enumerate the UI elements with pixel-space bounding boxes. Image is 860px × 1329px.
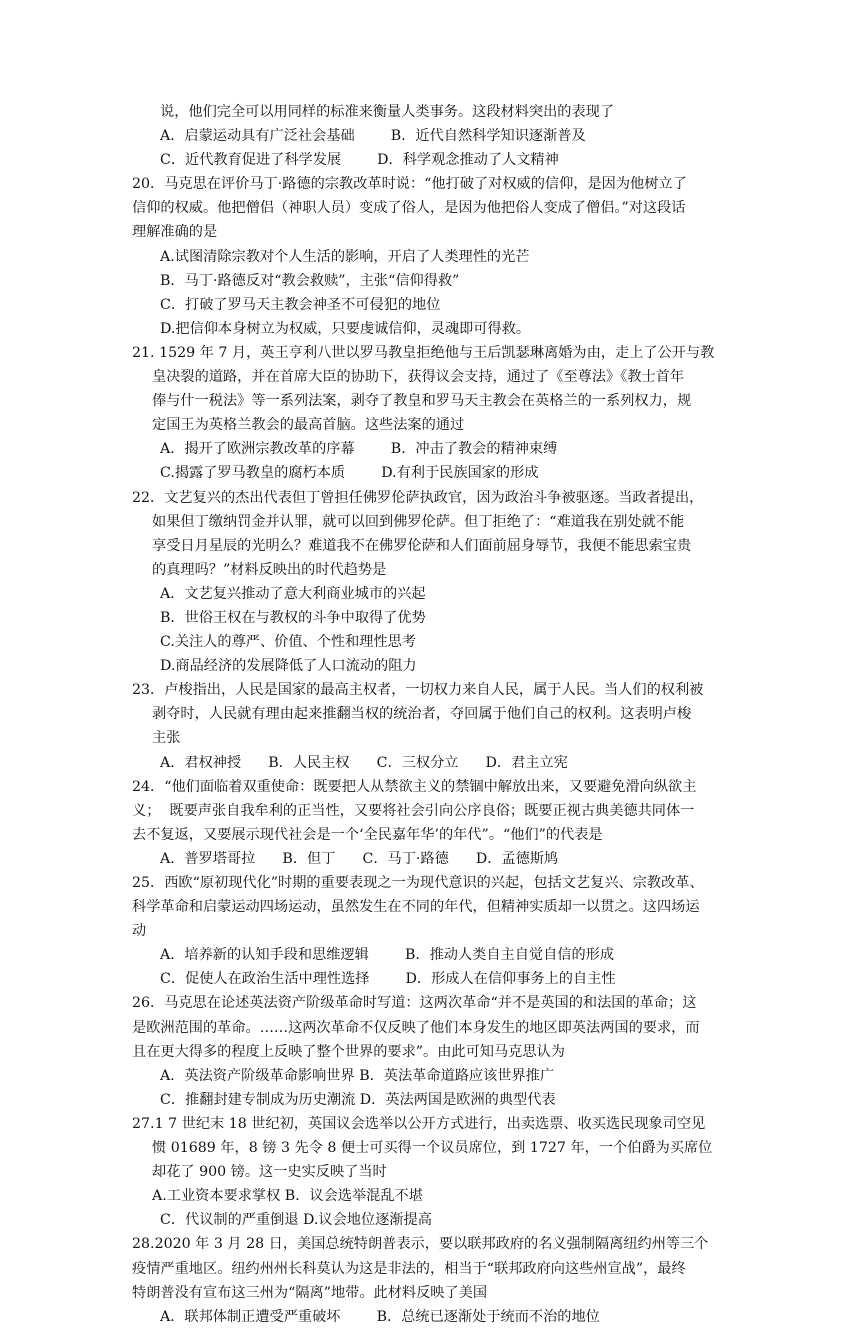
text-line: 26．马克思在论述英法资产阶级革命时写道：这两次革命“并不是英国的和法国的革命；这 <box>132 995 697 1012</box>
text-line: 25．西欧“原初现代化”时期的重要表现之一为现代意识的兴起，包括文艺复兴、宗教改革、 <box>132 875 704 891</box>
text-line: A．培养新的认知手段和思维逻辑 B．推动人类自主自觉自信的形成 <box>160 947 615 964</box>
text-line: 23．卢梭指出，人民是国家的最高主权者，一切权力来自人民，属于人民。当人们的权利被 <box>132 682 704 699</box>
text-line: 定国王为英格兰教会的最高首脑。这些法案的通过 <box>152 417 465 434</box>
text-line: B．世俗王权在与教权的斗争中取得了优势 <box>160 609 426 626</box>
text-line: 28.2020 年 3 月 28 日，美国总统特朗普表示，要以联邦政府的名义强制隔离纽约州等三个 <box>132 1236 709 1253</box>
text-line: 22．文艺复兴的杰出代表但丁曾担任佛罗伦萨执政官，因为政治斗争被驱逐。当政者提出， <box>132 489 704 506</box>
text-line: 21. 1529 年 7 月，英王亨利八世以罗马教皇拒绝他与王后凯瑟琳离婚为由，走上了公开与教 <box>132 344 715 361</box>
text-line: B．马丁·路德反对“教会救赎”，主张“信仰得救” <box>160 272 460 289</box>
text-line: C．代议制的严重倒退 D.议会地位逐渐提高 <box>160 1212 432 1229</box>
text-line: A．文艺复兴推动了意大利商业城市的兴起 <box>160 585 426 602</box>
text-line: 如果但丁缴纳罚金并认罪，就可以回到佛罗伦萨。但丁拒绝了：“难道我在别处就不能 <box>152 513 685 530</box>
text-line: A．普罗塔哥拉 B．但丁 C．马丁·路德 D．孟德斯鸠 <box>160 850 559 867</box>
text-line: A.试图清除宗教对个人生活的影响，开启了人类理性的光芒 <box>160 248 530 265</box>
text-line: 惯 01689 年，8 镑 3 先令 8 便士可买得一个议员席位，到 1727 年，一个伯爵为买席位 <box>152 1140 713 1157</box>
text-line: 20．马克思在评价马丁·路德的宗教改革时说：“他打破了对权威的信仰，是因为他树立了 <box>132 176 687 193</box>
text-line: C.揭露了罗马教皇的腐朽本质 D.有利于民族国家的形成 <box>160 465 539 482</box>
text-line: C.关注人的尊严、价值、个性和理性思考 <box>160 634 417 651</box>
text-line: A.工业资本要求掌权 B．议会选举混乱不堪 <box>152 1188 423 1205</box>
text-line: 科学革命和启蒙运动四场运动，虽然发生在不同的年代，但精神实质却一以贯之。这四场运 <box>132 899 700 916</box>
text-line: 是欧洲范围的革命。……这两次革命不仅反映了他们本身发生的地区即英法两国的要求，而 <box>132 1019 700 1036</box>
text-line: C．推翻封建专制成为历史潮流 D．英法两国是欧洲的典型代表 <box>160 1091 556 1108</box>
text-line: 却花了 900 镑。这一史实反映了当时 <box>152 1164 387 1181</box>
text-line: 信仰的权威。他把僧侣（神职人员）变成了俗人，是因为他把俗人变成了僧侣。”对这段话 <box>132 200 686 217</box>
text-line: 享受日月星辰的光明么？难道我不在佛罗伦萨和人们面前屈身辱节，我便不能思索宝贵 <box>152 537 692 554</box>
text-line: 的真理吗？”材料反映出的时代趋势是 <box>152 561 387 578</box>
text-line: 动 <box>132 923 147 940</box>
text-line: 剥夺时，人民就有理由起来推翻当权的统治者，夺回属于他们自己的权利。这表明卢梭 <box>152 706 692 723</box>
text-line: 义； 既要声张自我牟利的正当性，又要将社会引向公序良俗；既要正视古典美德共同体一 <box>132 802 695 819</box>
text-line: 说，他们完全可以用同样的标准来衡量人类事务。这段材料突出的表现了 <box>160 104 615 120</box>
text-line: 24．“他们面临着双重使命：既要把人从禁欲主义的禁锢中解放出来，又要避免滑向纵欲主 <box>132 778 697 795</box>
text-line: 皇决裂的道路，并在首席大臣的协助下，获得议会支持，通过了《至尊法》《教士首年 <box>152 369 685 386</box>
text-line: D.商品经济的发展降低了人口流动的阻力 <box>160 658 417 675</box>
text-line: 主张 <box>152 730 181 747</box>
text-line: A．启蒙运动具有广泛社会基础 B．近代自然科学知识逐渐普及 <box>160 128 586 145</box>
text-line: 疫情严重地区。纽约州州长科莫认为这是非法的，相当于“联邦政府向这些州宣战”，最终 <box>132 1260 686 1277</box>
text-line: 且在更大得多的程度上反映了整个世界的要求”。由此可知马克思认为 <box>132 1043 565 1060</box>
text-line: A．英法资产阶级革命影响世界 B．英法革命道路应该世界推广 <box>160 1067 555 1084</box>
text-line: 特朗普没有宣布这三州为“隔离”地带。此材料反映了美国 <box>132 1284 488 1301</box>
text-line: D.把信仰本身树立为权威，只要虔诚信仰，灵魂即可得救。 <box>160 320 531 337</box>
text-line: C．近代教育促进了科学发展 D．科学观念推动了人文精神 <box>160 152 559 169</box>
text-line: A．揭开了欧洲宗教改革的序幕 B．冲击了教会的精神束缚 <box>160 441 558 458</box>
text-line: A．联邦体制正遭受严重破坏 B．总统已逐渐处于统而不治的地位 <box>160 1308 600 1325</box>
text-line: C．促使人在政治生活中理性选择 D．形成人在信仰事务上的自主性 <box>160 971 616 988</box>
text-line: 俸与什一税法》等一系列法案，剥夺了教皇和罗马天主教会在英格兰的一系列权力，规 <box>152 393 692 410</box>
text-line: 去不复返，又要展示现代社会是一个‘全民嘉年华’的年代”。“他们”的代表是 <box>132 826 603 843</box>
text-line: 27.1 7 世纪末 18 世纪初，英国议会选举以公开方式进行，出卖选票、收买选民现象司空见 <box>132 1115 706 1132</box>
text-line: C．打破了罗马天主教会神圣不可侵犯的地位 <box>160 296 441 313</box>
text-line: A．君权神授 B．人民主权 C．三权分立 D．君主立宪 <box>160 754 568 771</box>
text-line: 理解准确的是 <box>132 224 218 241</box>
